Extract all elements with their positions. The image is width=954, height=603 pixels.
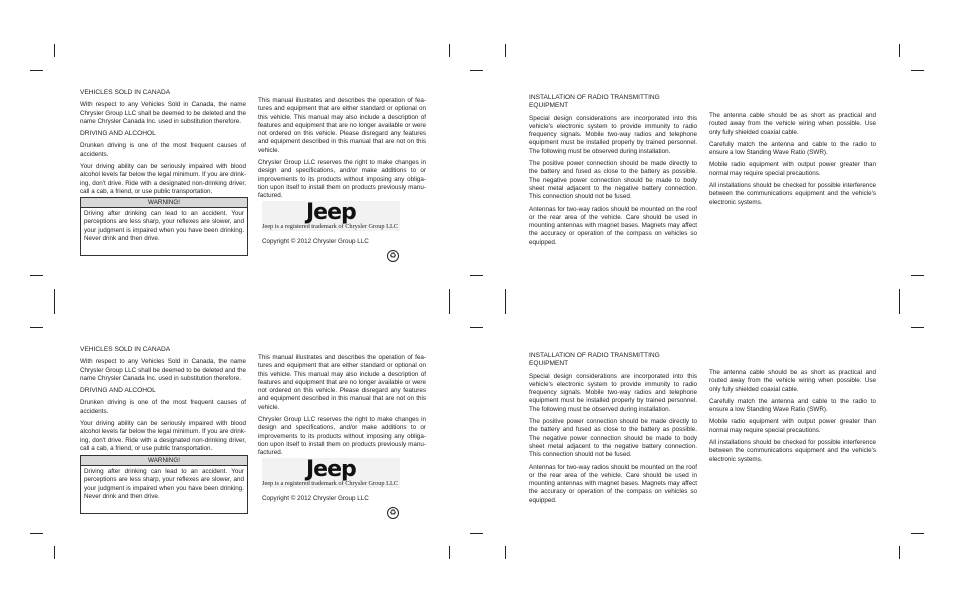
radio-text-2: The positive power connection should be made directly to the battery and fused as close to the battery as possible. The negative power connection should be made to body sheet metal adjacent to the negative battery connection. This connection should not be fused. xyxy=(529,160,697,201)
sold-heading: VEHICLES SOLD IN CANADA xyxy=(80,346,171,353)
warning-text: Driving after drinking can lead to an accident. Your perceptions are less sharp, your reflexes are slower, and your judgment is impaired when you have been drinking. Never drink and then drive. xyxy=(84,210,244,242)
warning-title: WARNING! xyxy=(81,198,247,208)
crop-mark xyxy=(54,546,55,559)
crop-mark xyxy=(911,533,924,534)
crop-mark xyxy=(30,70,43,71)
copyright-text: Copyright © 2012 Chrysler Group LLC xyxy=(262,238,369,245)
right-col-1-bottom xyxy=(529,352,697,509)
jeep-wordmark: Jeep xyxy=(306,457,356,482)
radio-heading: INSTALLATION OF RADIO TRANSMITTING EQUIPMENT xyxy=(529,352,660,368)
left-col-1 xyxy=(80,89,246,200)
crop-mark xyxy=(899,301,900,314)
driving-heading: DRIVING AND ALCOHOL xyxy=(80,387,156,395)
crop-mark xyxy=(470,275,483,276)
radio-text-3: Antennas for two-way radios should be mounted on the roof or the rear area of the vehicle. Care should be used in mounting antennas with magnet bases. Magnets may affect the accuracy or operation of the compass on vehicles so equipped. xyxy=(529,205,697,246)
right-col-2-bottom xyxy=(709,369,876,468)
right-col-2 xyxy=(709,112,876,211)
crop-mark xyxy=(505,44,506,57)
jeep-logo xyxy=(262,458,400,488)
driving-text-1: Drunken driving is one of the most frequent causes of accidents. xyxy=(80,142,246,158)
sold-text: With respect to any Vehicles Sold in Canada, the name Chrysler Group LLC shall be deemed to be deleted and the name Chrysler Canada Inc. used in substitution therefore. xyxy=(80,358,246,382)
antenna-text-4: All installations should be checked for possible interference between the communications equipment and the vehicle's electronic systems. xyxy=(709,439,876,463)
warning-box xyxy=(80,197,248,256)
crop-mark xyxy=(54,301,55,314)
driving-heading: DRIVING AND ALCOHOL xyxy=(80,130,156,138)
driving-text-2: Your driving ability can be seriously impaired with blood alcohol levels far below the legal minimum. If you are drink-ing, don't drive. Ride with a designated non-drinking driver, call a cab, a friend, or use public transportation. xyxy=(80,420,246,452)
crop-mark xyxy=(505,546,506,559)
copyright-text: Copyright © 2012 Chrysler Group LLC xyxy=(262,495,369,502)
crop-mark xyxy=(899,546,900,559)
manual-text: This manual illustrates and describes the operation of fea-tures and equipment that are either standard or optional on this vehicle. This manual may also include a description of features and equipment that are no longer available or were not ordered on this vehicle. Please disregard any features and equipment described in this manual that are not on this vehicle. xyxy=(258,354,426,411)
crop-mark xyxy=(30,533,43,534)
left-col-1-bottom xyxy=(80,346,246,457)
antenna-text-3: Mobile radio equipment with output power greater than normal may require special precautions. xyxy=(709,418,876,434)
crop-mark xyxy=(911,327,924,328)
crop-mark xyxy=(470,533,483,534)
trademark-text: Jeep is a registered trademark of Chrysler Group LLC xyxy=(262,223,399,230)
left-col-2-bottom xyxy=(258,354,426,462)
crop-mark xyxy=(449,546,450,559)
recycle-icon: ♻ xyxy=(387,250,399,262)
radio-heading: INSTALLATION OF RADIO TRANSMITTING EQUIPMENT xyxy=(529,94,660,110)
driving-text-1: Drunken driving is one of the most frequent causes of accidents. xyxy=(80,399,246,415)
crop-mark xyxy=(54,44,55,57)
sold-heading: VEHICLES SOLD IN CANADA xyxy=(80,89,171,96)
crop-mark xyxy=(470,70,483,71)
jeep-wordmark: Jeep xyxy=(306,200,356,225)
radio-text-2: The positive power connection should be made directly to the battery and fused as close to the battery as possible. The negative power connection should be made to body sheet metal adjacent to the negative battery connection. This connection should not be fused. xyxy=(529,418,697,459)
sold-text: With respect to any Vehicles Sold in Canada, the name Chrysler Group LLC shall be deemed to be deleted and the name Chrysler Canada Inc. used in substitution therefore. xyxy=(80,101,246,125)
crop-mark xyxy=(470,327,483,328)
crop-mark xyxy=(449,44,450,57)
crop-mark xyxy=(899,44,900,57)
crop-mark xyxy=(505,301,506,314)
crop-mark xyxy=(30,327,43,328)
antenna-text-4: All installations should be checked for possible interference between the communications equipment and the vehicle's electronic systems. xyxy=(709,182,876,206)
driving-text-2: Your driving ability can be seriously impaired with blood alcohol levels far below the legal minimum. If you are drink-ing, don't drive. Ride with a designated non-drinking driver, call a cab, a friend, or use public transportation. xyxy=(80,163,246,195)
warning-title: WARNING! xyxy=(81,456,247,466)
antenna-text-2: Carefully match the antenna and cable to the radio to ensure a low Standing Wave Ratio (SWR). xyxy=(709,397,876,414)
trademark-text: Jeep is a registered trademark of Chrysler Group LLC xyxy=(262,480,399,487)
rights-text: Chrysler Group LLC reserves the right to make changes in design and specifications, and/or make additions to or improvements to its products without imposing any obliga-tion upon itself to install them on products previously manu-factured. xyxy=(258,416,426,457)
radio-text-3: Antennas for two-way radios should be mounted on the roof or the rear area of the vehicle. Care should be used in mounting antennas with magnet bases. Magnets may affect the accuracy or operation of the compass on vehicles so equipped. xyxy=(529,463,697,504)
antenna-text-1: The antenna cable should be as short as practical and routed away from the vehicle wiring when possible. Use only fully shielded coaxial cable. xyxy=(709,112,876,136)
rights-text: Chrysler Group LLC reserves the right to make changes in design and specifications, and/or make additions to or improvements to its products without imposing any obliga-tion upon itself to install them on products previously manu-factured. xyxy=(258,159,426,200)
crop-mark xyxy=(449,301,450,314)
crop-mark xyxy=(911,70,924,71)
right-col-1 xyxy=(529,94,697,251)
warning-text: Driving after drinking can lead to an accident. Your perceptions are less sharp, your reflexes are slower, and your judgment is impaired when you have been drinking. Never drink and then drive. xyxy=(84,468,244,500)
radio-text-1: Special design considerations are incorporated into this vehicle's electronic system to provide immunity to radio frequency signals. Mobile two-way radios and telephone equipment must be installed properly by trained personnel. The following must be observed during installation. xyxy=(529,114,697,155)
recycle-icon: ♻ xyxy=(387,507,399,519)
antenna-text-1: The antenna cable should be as short as practical and routed away from the vehicle wiring when possible. Use only fully shielded coaxial cable. xyxy=(709,369,876,393)
left-col-2 xyxy=(258,97,426,205)
jeep-logo xyxy=(262,201,400,231)
crop-mark xyxy=(30,275,43,276)
antenna-text-3: Mobile radio equipment with output power greater than normal may require special precautions. xyxy=(709,161,876,177)
antenna-text-2: Carefully match the antenna and cable to the radio to ensure a low Standing Wave Ratio (SWR). xyxy=(709,140,876,157)
warning-box xyxy=(80,455,248,514)
manual-text: This manual illustrates and describes the operation of fea-tures and equipment that are either standard or optional on this vehicle. This manual may also include a description of features and equipment that are no longer available or were not ordered on this vehicle. Please disregard any features and equipment described in this manual that are not on this vehicle. xyxy=(258,97,426,154)
crop-mark xyxy=(911,275,924,276)
radio-text-1: Special design considerations are incorporated into this vehicle's electronic system to provide immunity to radio frequency signals. Mobile two-way radios and telephone equipment must be installed properly by trained personnel. The following must be observed during installation. xyxy=(529,372,697,413)
